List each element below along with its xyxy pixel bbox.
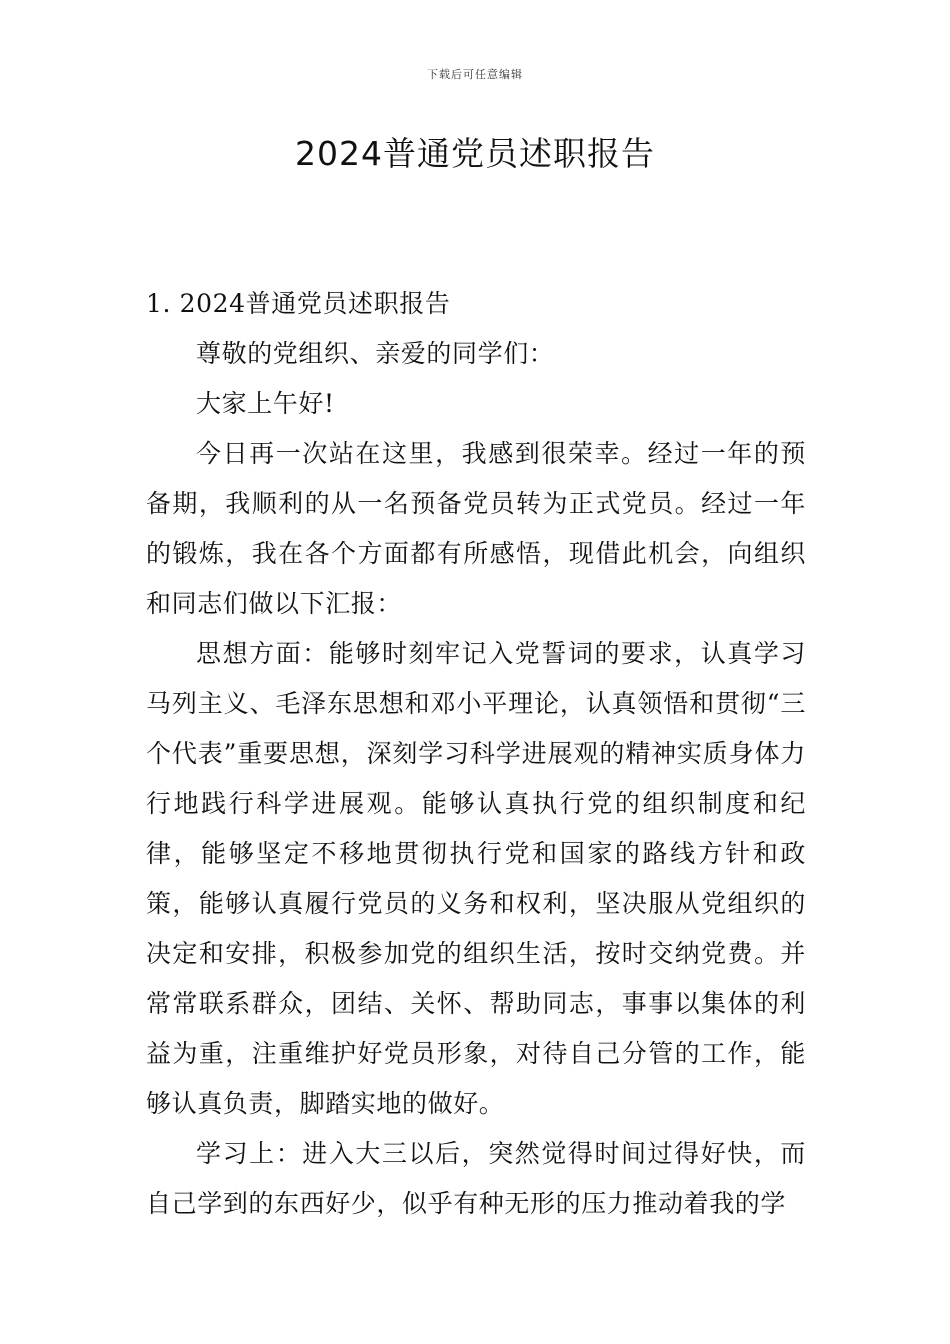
document-body: [146, 279, 806, 1229]
intro-paragraph: 今日再一次站在这里，我感到很荣幸。经过一年的预备期，我顺利的从一名预备党员转为正式党员。经过一年的锻炼，我在各个方面都有所感悟，现借此机会，向组织和同志们做以下汇报：: [146, 439, 806, 618]
study-paragraph: 学习上：进入大三以后，突然觉得时间过得好快，而自己学到的东西好少，似乎有种无形的压力推动着我的学: [146, 1139, 806, 1218]
ideology-paragraph: 思想方面：能够时刻牢记入党誓词的要求，认真学习马列主义、毛泽东思想和邓小平理论，认真领悟和贯彻“三个代表”重要思想，深刻学习科学进展观的精神实质身体力行地践行科学进展观。能够认真执行党的组织制度和纪律，能够坚定不移地贯彻执行党和国家的路线方针和政策，能够认真履行党员的义务和权利，坚决服从党组织的决定和安排，积极参加党的组织生活，按时交纳党费。并常常联系群众，团结、关怀、帮助同志，事事以集体的利益为重，注重维护好党员形象，对待自己分管的工作，能够认真负责，脚踏实地的做好。: [146, 639, 806, 1118]
greeting-paragraph: 大家上午好!: [196, 389, 335, 418]
document-title: 2024普通党员述职报告: [295, 134, 655, 173]
salutation-paragraph: 尊敬的党组织、亲爱的同学们：: [196, 339, 555, 368]
header-note: 下载后可任意编辑: [427, 68, 523, 81]
section-heading: 1. 2024普通党员述职报告: [146, 289, 451, 318]
